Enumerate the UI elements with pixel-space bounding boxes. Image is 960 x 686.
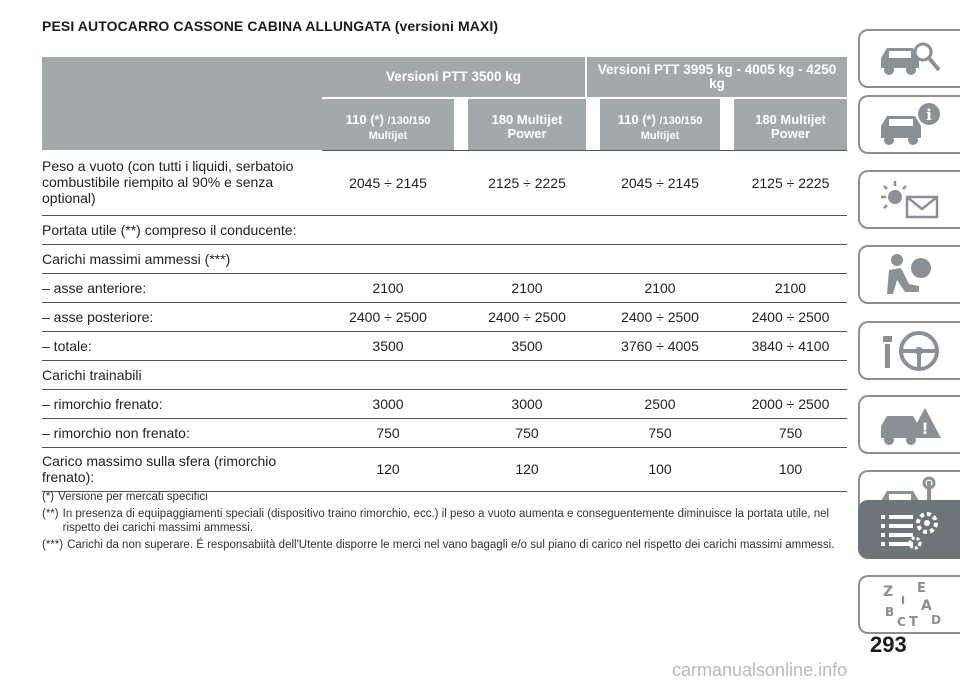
tab-emergency[interactable]: [858, 395, 960, 454]
table-row: [42, 360, 847, 389]
cell-gap: [720, 418, 734, 447]
footnote-text: Versione per mercati specifici: [58, 491, 208, 503]
row-label: – rimorchio non frenato:: [42, 418, 322, 447]
row-value: 2100: [322, 273, 454, 302]
row-value: 2400 ÷ 2500: [322, 302, 454, 331]
subheader-180-power-a: [468, 98, 586, 150]
row-label: Portata utile (**) compreso il conducente:: [42, 215, 847, 244]
cell-gap: [720, 389, 734, 418]
svg-text:B: B: [885, 604, 895, 619]
footnote-text: In presenza di equipaggiamenti speciali (dispositivo traino rimorchio, ecc.) il peso a vuoto aumenta e conseguentemente diminuisce la portata utile, nel rispetto dei carichi massimi ammessi.: [62, 508, 830, 534]
cell-gap: [454, 447, 468, 491]
cell-gap: [586, 389, 600, 418]
cell-gap: [720, 302, 734, 331]
row-value: 2100: [600, 273, 720, 302]
row-value: 2125 ÷ 2225: [468, 150, 586, 215]
footnote-mark: (*): [42, 491, 55, 503]
cell-gap: [720, 150, 734, 215]
cell-gap: [586, 150, 600, 215]
subheader-second: Power: [507, 126, 547, 141]
row-value: 3760 ÷ 4005: [600, 331, 720, 360]
row-value: 2500: [600, 389, 720, 418]
specs-gear-icon: [875, 505, 945, 555]
subheader-110-multijet-a: [322, 98, 454, 150]
row-value: 2045 ÷ 2145: [600, 150, 720, 215]
page-title: PESI AUTOCARRO CASSONE CABINA ALLUNGATA (versioni MAXI): [42, 18, 499, 34]
row-value: 750: [600, 418, 720, 447]
footnote: [42, 507, 842, 535]
header-gap: [586, 98, 600, 150]
cell-gap: [454, 331, 468, 360]
weights-table: [42, 57, 847, 492]
cell-gap: [454, 389, 468, 418]
table-row: [42, 244, 847, 273]
row-value: 2000 ÷ 2500: [734, 389, 847, 418]
header-gap: [720, 98, 734, 150]
tab-car-search[interactable]: [858, 29, 960, 88]
svg-text:C: C: [897, 614, 906, 629]
table-row: [42, 273, 847, 302]
cell-gap: [720, 447, 734, 491]
table-row: [42, 418, 847, 447]
table-row: [42, 215, 847, 244]
row-label: Carico massimo sulla sfera (rimorchio frenato):: [42, 447, 322, 491]
row-label: – asse posteriore:: [42, 302, 322, 331]
tab-driving[interactable]: [858, 321, 960, 380]
cell-gap: [586, 447, 600, 491]
header-gap: [454, 98, 468, 150]
table-row: [42, 389, 847, 418]
footnotes: [42, 490, 842, 555]
row-value: 100: [734, 447, 847, 491]
group-header-3500: Versioni PTT 3500 kg: [322, 57, 586, 98]
table-row: [42, 331, 847, 360]
row-value: 2100: [468, 273, 586, 302]
svg-text:A: A: [921, 597, 932, 614]
svg-text:E: E: [917, 580, 926, 596]
footnote: [42, 538, 842, 552]
svg-text:I: I: [901, 593, 906, 607]
row-value: 2100: [734, 273, 847, 302]
row-value: 750: [468, 418, 586, 447]
row-label: Carichi massimi ammessi (***): [42, 244, 847, 273]
page-number: 293: [870, 632, 907, 657]
svg-text:D: D: [931, 612, 941, 627]
subheader-main: 180 Multijet: [755, 112, 826, 127]
subheader-second: Multijet: [640, 130, 680, 142]
row-value: 3500: [468, 331, 586, 360]
subheader-110-multijet-b: [600, 98, 720, 150]
cell-gap: [586, 418, 600, 447]
row-value: 2400 ÷ 2500: [600, 302, 720, 331]
table-row: [42, 302, 847, 331]
row-label: – totale:: [42, 331, 322, 360]
row-value: 3500: [322, 331, 454, 360]
footnote-mark: (**): [42, 508, 59, 520]
cell-gap: [586, 273, 600, 302]
header-blank-cell: [42, 57, 322, 150]
subheader-180-power-b: [734, 98, 847, 150]
tab-safety[interactable]: [858, 245, 960, 304]
tab-warning-lights[interactable]: [858, 170, 960, 229]
row-value: 3000: [468, 389, 586, 418]
cell-gap: [454, 150, 468, 215]
tab-car-info[interactable]: [858, 95, 960, 154]
row-label: – asse anteriore:: [42, 273, 322, 302]
table-row: [42, 447, 847, 491]
svg-text:i: i: [926, 105, 932, 124]
footnote-text: Carichi da non superare. É responsabiità dell'Utente disporre le merci nel vano bagagli e/o sul piano di carico nel rispetto dei carichi massimi ammessi.: [67, 539, 835, 551]
footnote: [42, 490, 842, 504]
row-label: Carichi trainabili: [42, 360, 847, 389]
subheader-second: Multijet: [368, 130, 408, 142]
subheader-second: Power: [770, 126, 810, 141]
warning-lights-icon: [875, 175, 945, 225]
cell-gap: [454, 418, 468, 447]
svg-text:Z: Z: [883, 583, 894, 600]
row-value: 100: [600, 447, 720, 491]
airbag-person-icon: [875, 250, 945, 300]
group-header-3995-4250: Versioni PTT 3995 kg - 4005 kg - 4250 kg: [586, 57, 847, 98]
row-label: Peso a vuoto (con tutti i liquidi, serbatoio combustibile riempito al 90% e senza optional): [42, 150, 322, 215]
subheader-small: /130/150: [387, 115, 431, 127]
cell-gap: [454, 273, 468, 302]
row-value: 2045 ÷ 2145: [322, 150, 454, 215]
table-header-row: [42, 57, 847, 98]
svg-text:!: !: [921, 418, 929, 438]
row-label: – rimorchio frenato:: [42, 389, 322, 418]
svg-text:T: T: [909, 614, 918, 630]
subheader-main: 180 Multijet: [491, 112, 563, 127]
car-search-icon: [875, 34, 945, 84]
car-emergency-icon: [875, 400, 945, 450]
cell-gap: [586, 331, 600, 360]
subheader-main: 110 (*): [617, 112, 660, 127]
cell-gap: [454, 302, 468, 331]
cell-gap: [720, 331, 734, 360]
row-value: 2400 ÷ 2500: [468, 302, 586, 331]
row-value: 120: [322, 447, 454, 491]
row-value: 3000: [322, 389, 454, 418]
cell-gap: [586, 302, 600, 331]
row-value: 120: [468, 447, 586, 491]
car-info-icon: [875, 100, 945, 150]
subheader-small: /130/150: [659, 115, 703, 127]
tab-technical-specs[interactable]: [858, 500, 960, 559]
tab-alphabetical-index[interactable]: [858, 575, 960, 634]
footnote-mark: (***): [42, 539, 64, 551]
row-value: 750: [322, 418, 454, 447]
watermark: carmanualsonline.info: [672, 660, 848, 680]
table-row: [42, 150, 847, 215]
cell-gap: [720, 273, 734, 302]
row-value: 2125 ÷ 2225: [734, 150, 847, 215]
subheader-main: 110 (*): [345, 112, 388, 127]
alphabet-index-icon: [875, 580, 945, 630]
row-value: 2400 ÷ 2500: [734, 302, 847, 331]
row-value: 750: [734, 418, 847, 447]
row-value: 3840 ÷ 4100: [734, 331, 847, 360]
steering-wheel-icon: [875, 326, 945, 376]
